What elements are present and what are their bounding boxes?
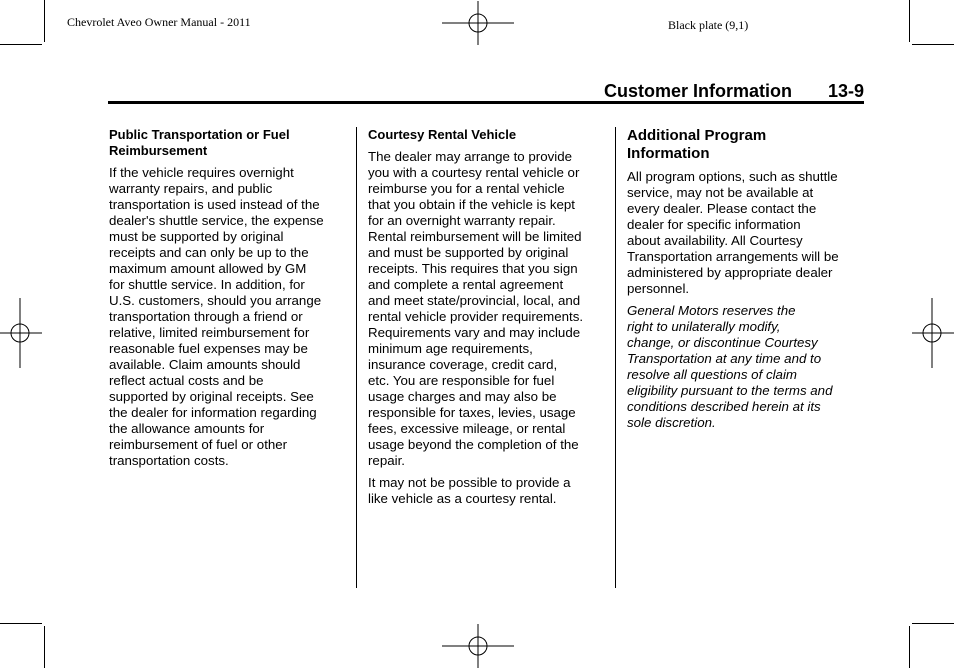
paragraph-public-transportation (109, 165, 349, 469)
text-line: The dealer may arrange to provide (368, 149, 572, 164)
text-line: sole discretion. (627, 415, 716, 430)
text-line: insurance coverage, credit card, (368, 357, 558, 372)
text-line: Requirements vary and may include (368, 325, 581, 340)
text-line: usage charges and may also be (368, 389, 557, 404)
text-line: supported by original receipts. See (109, 389, 314, 404)
text-line: every dealer. Please contact the (627, 201, 817, 216)
subheading-public-transportation (109, 127, 349, 159)
slug-plate-info: Black plate (9,1) (668, 18, 749, 32)
column-divider (615, 127, 616, 588)
crop-mark-top-right-horizontal (912, 44, 954, 45)
column-middle (368, 127, 608, 513)
section-title: Customer Information (604, 81, 793, 101)
text-line: reasonable fuel expenses may be (109, 341, 308, 356)
text-line: that you obtain if the vehicle is kept (368, 197, 575, 212)
text-line: fees, excessive mileage, or rental (368, 421, 566, 436)
registration-mark-left-icon (0, 298, 42, 368)
text-line: Rental reimbursement will be limited (368, 229, 582, 244)
text-line: and complete a rental agreement (368, 277, 564, 292)
paragraph-courtesy-rental (368, 149, 608, 469)
heading-additional-program (627, 127, 863, 163)
text-line: and meet state/provincial, local, and (368, 293, 581, 308)
registration-mark-bottom-icon (442, 624, 514, 668)
text-line: dealer for specific information (627, 217, 801, 232)
text-line: receipts and can only be up to the (109, 245, 309, 260)
text-line: for shuttle service. In addition, for (109, 277, 305, 292)
text-line: dealer's shuttle service, the expense (109, 213, 324, 228)
text-line: Transportation at any time and to (627, 351, 822, 366)
crop-mark-top-right-vertical (909, 0, 910, 42)
column-left (109, 127, 349, 475)
column-right (627, 127, 863, 437)
text-line: eligibility pursuant to the terms and (627, 383, 833, 398)
heading-line: Information (627, 145, 710, 162)
text-line: like vehicle as a courtesy rental. (368, 491, 557, 506)
crop-mark-bottom-right-horizontal (912, 623, 954, 624)
crop-mark-top-left-horizontal (0, 44, 42, 45)
text-line: minimum age requirements, (368, 341, 533, 356)
column-divider (356, 127, 357, 588)
text-line: the allowance amounts for (109, 421, 265, 436)
text-line: warranty repairs, and public (109, 181, 273, 196)
heading-line: Courtesy Rental Vehicle (368, 127, 517, 142)
text-line: maximum amount allowed by GM (109, 261, 307, 276)
text-line: rental vehicle provider requirements. (368, 309, 584, 324)
header-rule (108, 101, 864, 104)
subheading-courtesy-rental (368, 127, 608, 143)
text-line: must be supported by original (109, 229, 284, 244)
slug-manual-title: Chevrolet Aveo Owner Manual - 2011 (67, 15, 251, 29)
text-line: personnel. (627, 281, 690, 296)
crop-mark-top-left-vertical (44, 0, 45, 42)
text-line: the dealer for information regarding (109, 405, 317, 420)
crop-mark-bottom-left-horizontal (0, 623, 42, 624)
text-line: and must be supported by original (368, 245, 569, 260)
heading-line: Additional Program (627, 127, 767, 144)
text-line: General Motors reserves the (627, 303, 796, 318)
page-number: 13-9 (827, 81, 864, 101)
text-line: transportation costs. (109, 453, 229, 468)
text-line: change, or discontinue Courtesy (627, 335, 818, 350)
heading-line: Reimbursement (109, 143, 208, 158)
text-line: administered by appropriate dealer (627, 265, 833, 280)
text-line: Transportation arrangements will be (627, 249, 839, 264)
text-line: you with a courtesy rental vehicle or (368, 165, 580, 180)
text-line: etc. You are responsible for fuel (368, 373, 555, 388)
text-line: repair. (368, 453, 405, 468)
text-line: reimbursement of fuel or other (109, 437, 288, 452)
text-line: All program options, such as shuttle (627, 169, 838, 184)
text-line: service, may not be available at (627, 185, 814, 200)
text-line: receipts. This requires that you sign (368, 261, 578, 276)
text-line: responsible for taxes, levies, usage (368, 405, 576, 420)
text-line: transportation through a friend or (109, 309, 303, 324)
paragraph-like-vehicle (368, 475, 608, 507)
text-line: conditions described herein at its (627, 399, 821, 414)
text-line: It may not be possible to provide a (368, 475, 571, 490)
text-line: for an overnight warranty repair. (368, 213, 556, 228)
paragraph-gm-reserves (627, 303, 863, 431)
text-line: reimburse you for a rental vehicle (368, 181, 565, 196)
crop-mark-bottom-left-vertical (44, 626, 45, 668)
crop-mark-bottom-right-vertical (909, 626, 910, 668)
text-line: right to unilaterally modify, (627, 319, 781, 334)
registration-mark-top-icon (442, 1, 514, 45)
text-line: about availability. All Courtesy (627, 233, 803, 248)
text-line: resolve all questions of claim (627, 367, 797, 382)
paragraph-program-options (627, 169, 863, 297)
text-line: relative, limited reimbursement for (109, 325, 310, 340)
heading-line: Public Transportation or Fuel (109, 127, 290, 142)
text-line: usage beyond the completion of the (368, 437, 579, 452)
registration-mark-right-icon (912, 298, 954, 368)
text-line: available. Claim amounts should (109, 357, 301, 372)
text-line: reflect actual costs and be (109, 373, 264, 388)
text-line: If the vehicle requires overnight (109, 165, 294, 180)
text-line: U.S. customers, should you arrange (109, 293, 322, 308)
text-line: transportation is used instead of the (109, 197, 320, 212)
